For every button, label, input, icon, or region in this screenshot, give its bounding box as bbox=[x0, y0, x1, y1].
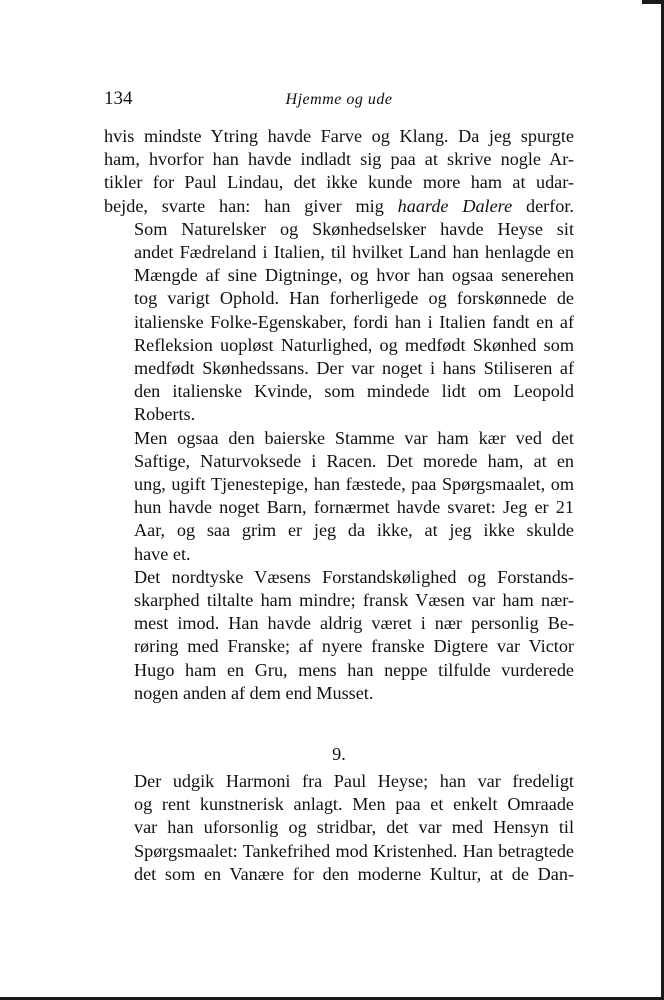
text-line: hun havde noget Barn, fornærmet havde svaret: Jeg er 21 bbox=[134, 497, 574, 518]
text-line: det som en Vanære for den moderne Kultur, at de Dan- bbox=[134, 863, 574, 884]
emphasis-text: haarde Dalere bbox=[397, 195, 513, 216]
page-number: 134 bbox=[104, 88, 133, 109]
page-header bbox=[104, 88, 574, 114]
text-line: Som Naturelsker og Skønhedselsker havde Heyse sit bbox=[134, 218, 574, 239]
paragraph-2 bbox=[104, 218, 574, 427]
text-line: Aar, og saa grim er jeg da ikke, at jeg ikke skulde bbox=[134, 520, 574, 541]
text-line: røring med Franske; af nyere franske Digtere var Victor bbox=[134, 636, 574, 657]
text-line: Refleksion uopløst Naturlighed, og medfødt Skønhed som bbox=[134, 334, 574, 355]
paragraph-4 bbox=[104, 566, 574, 705]
text-line: Hugo ham en Gru, mens han neppe tilfulde vurderede bbox=[134, 659, 574, 680]
text-line: andet Fædreland i Italien, til hvilket Land han henlagde en bbox=[134, 242, 574, 263]
text-line-last: nogen anden af dem end Musset. bbox=[134, 682, 374, 703]
text-span: bejde, svarte han: han giver mig bbox=[104, 195, 398, 216]
text-line: Det nordtyske Væsens Forstandskølighed og Forstands- bbox=[134, 566, 574, 587]
text-line: mest imod. Han havde aldrig været i nær personlig Be- bbox=[134, 613, 574, 634]
text-line: tog varigt Ophold. Han forherligede og forskønnede de bbox=[134, 288, 574, 309]
text-line: skarphed tiltalte ham mindre; fransk Væsen var ham nær- bbox=[134, 590, 574, 611]
text-line: Der udgik Harmoni fra Paul Heyse; han var fredeligt bbox=[134, 771, 574, 791]
text-line: Spørgsmaalet: Tankefrihed mod Kristenhed. Han betragtede bbox=[134, 840, 574, 861]
section-paragraph bbox=[104, 770, 574, 886]
text-line: italienske Folke-Egenskaber, fordi han i Italien fandt en af bbox=[134, 311, 574, 332]
text-line: ham, hvorfor han havde indladt sig paa at skrive nogle Ar- bbox=[104, 149, 574, 170]
section-number: 9. bbox=[332, 744, 346, 764]
body-text bbox=[104, 125, 574, 705]
paragraph-1 bbox=[104, 125, 574, 218]
text-line: ung, ugift Tjenestepige, han fæstede, paa Spørgsmaalet, om bbox=[134, 474, 574, 495]
text-line: var han uforsonlig og stridbar, det var med Hensyn til bbox=[134, 817, 574, 838]
running-title: Hjemme og ude bbox=[285, 91, 393, 108]
text-span: derfor. bbox=[512, 195, 574, 216]
text-line: og rent kunstnerisk anlagt. Men paa et enkelt Omraade bbox=[134, 794, 574, 815]
section-body-text bbox=[104, 770, 574, 886]
text-line: medfødt Skønhedssans. Der var noget i hans Stiliseren af bbox=[134, 358, 574, 379]
paragraph-3 bbox=[104, 427, 574, 566]
text-line-last: have et. bbox=[134, 543, 191, 564]
text-line: den italienske Kvinde, som mindede lidt om Leopold bbox=[134, 381, 574, 402]
text-line: Saftige, Naturvoksede i Racen. Det morede ham, at en bbox=[134, 450, 574, 471]
text-line: hvis mindste Ytring havde Farve og Klang. Da jeg spurgte bbox=[104, 126, 574, 146]
text-line: Men ogsaa den baierske Stamme var ham kær ved det bbox=[134, 427, 574, 448]
text-line-last bbox=[104, 195, 574, 218]
text-line: Mængde af sine Digtninge, og hvor han ogsaa senerehen bbox=[134, 265, 574, 286]
text-line: tikler for Paul Lindau, det ikke kunde more ham at udar- bbox=[104, 172, 574, 193]
text-line-last: Roberts. bbox=[134, 404, 196, 425]
